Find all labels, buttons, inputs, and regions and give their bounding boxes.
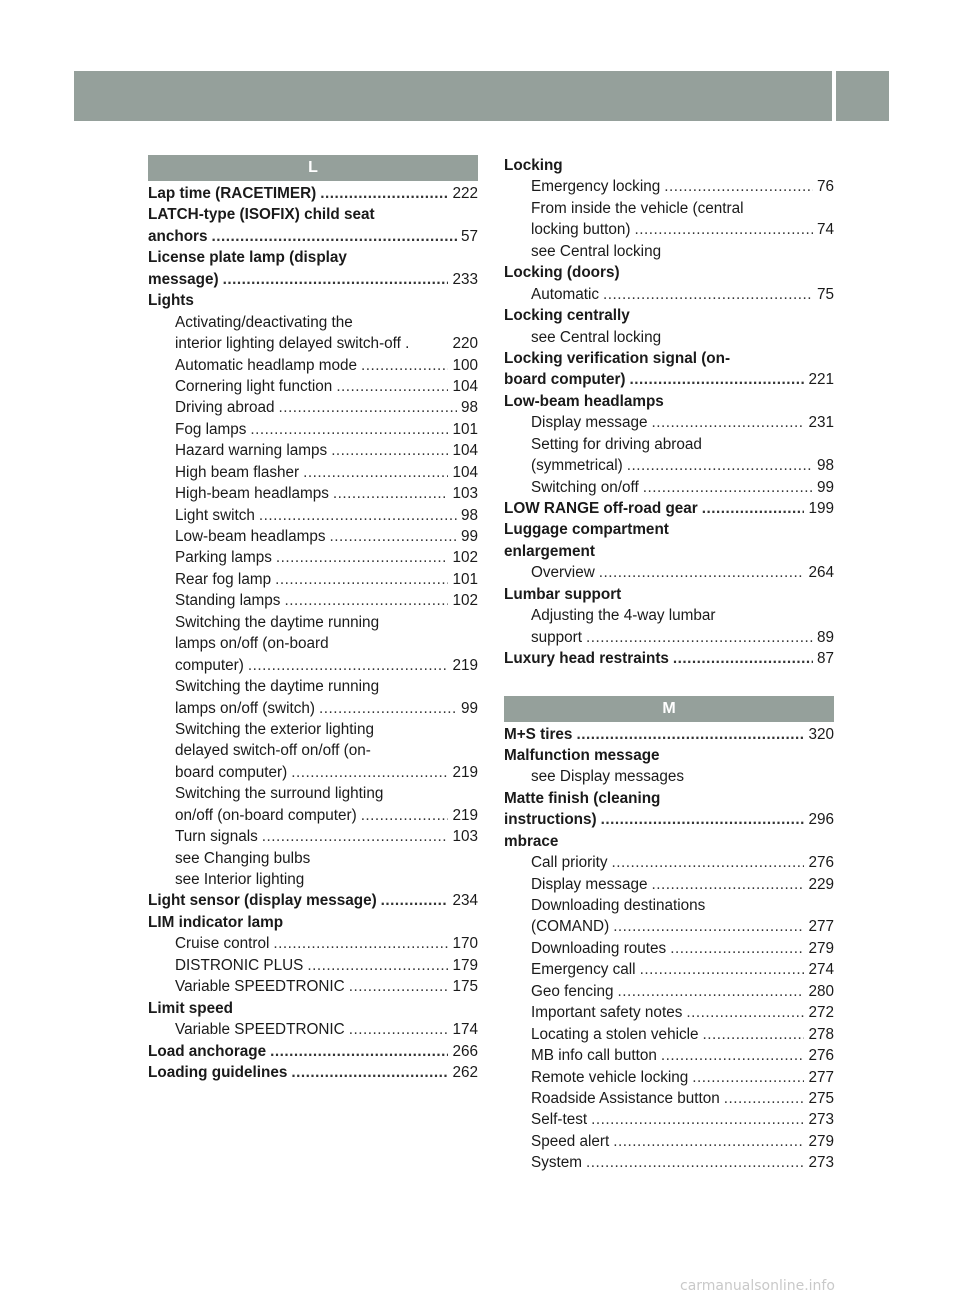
- index-subentry[interactable]: [148, 355, 478, 376]
- dot-leader: [586, 1152, 804, 1173]
- entry-text: board computer): [175, 763, 288, 781]
- entry-text: Loading guidelines: [148, 1063, 288, 1081]
- page-ref[interactable]: 296: [808, 811, 834, 829]
- index-subentry[interactable]: [504, 562, 834, 583]
- dot-leader: [331, 440, 448, 461]
- page-ref[interactable]: 199: [808, 500, 834, 517]
- dot-leader: [336, 376, 448, 397]
- entry-text: message): [148, 270, 219, 288]
- entry-text: Standing lamps: [175, 592, 281, 610]
- index-column-left: [148, 155, 478, 1083]
- dot-leader: [661, 1045, 805, 1066]
- index-subentry[interactable]: [148, 526, 478, 547]
- page-ref[interactable]: 219: [452, 763, 478, 781]
- page-ref[interactable]: 275: [808, 1089, 834, 1107]
- dot-leader: [601, 809, 805, 830]
- page-ref[interactable]: 99: [460, 699, 478, 717]
- page-ref[interactable]: 222: [452, 185, 478, 202]
- entry-text: Remote vehicle locking: [531, 1068, 689, 1086]
- page-ref[interactable]: 234: [452, 892, 478, 910]
- entry-text: Speed alert: [531, 1132, 610, 1150]
- index-subentry[interactable]: [148, 976, 478, 997]
- entry-text: Parking lamps: [175, 549, 272, 567]
- index-subentry: [504, 241, 834, 262]
- index-subentry[interactable]: [504, 852, 834, 873]
- entry-text: Activating/deactivating the: [175, 313, 353, 331]
- index-entry[interactable]: [148, 226, 478, 247]
- dot-leader: [361, 805, 449, 826]
- index-subentry[interactable]: [504, 981, 834, 1002]
- entry-text: High beam flasher: [175, 463, 300, 481]
- entry-text: Switching the daytime running: [175, 678, 380, 696]
- index-entry[interactable]: [148, 183, 478, 204]
- entry-text: lamps on/off (switch): [175, 699, 315, 717]
- dot-leader: [278, 397, 457, 418]
- page-ref[interactable]: 87: [816, 650, 834, 668]
- entry-text: Roadside Assistance button: [531, 1089, 720, 1107]
- index-column-right: [504, 155, 834, 1174]
- entry-text: High-beam headlamps: [175, 485, 329, 503]
- dot-leader: [586, 627, 813, 648]
- entry-text: Malfunction message: [504, 746, 660, 764]
- index-subentry[interactable]: [148, 397, 478, 418]
- entry-text: Locking (doors): [504, 264, 620, 282]
- page-ref[interactable]: 100: [452, 356, 478, 374]
- dot-leader: [223, 269, 449, 290]
- dot-leader: [330, 526, 457, 547]
- entry-text: Display message: [531, 414, 648, 432]
- index-entry: [504, 788, 834, 809]
- entry-text: Hazard warning lamps: [175, 442, 328, 460]
- index-entry[interactable]: [148, 269, 478, 290]
- page-ref[interactable]: 89: [816, 628, 834, 646]
- dot-leader: [613, 1131, 804, 1152]
- dot-leader: [576, 724, 804, 745]
- dot-leader: [651, 874, 804, 895]
- dot-leader: [612, 852, 805, 873]
- index-entry[interactable]: [504, 724, 834, 745]
- dot-leader: [702, 498, 805, 519]
- dot-leader: [248, 655, 449, 676]
- page-ref[interactable]: 262: [452, 1063, 478, 1081]
- entry-text: see Changing bulbs: [175, 849, 311, 867]
- index-subentry: [148, 719, 478, 740]
- index-subentry[interactable]: [504, 1088, 834, 1109]
- dot-leader: [381, 890, 449, 911]
- index-subentry[interactable]: [148, 376, 478, 397]
- index-subentry[interactable]: [504, 219, 834, 240]
- index-entry[interactable]: [148, 1041, 478, 1062]
- index-subentry[interactable]: [504, 455, 834, 476]
- page-ref[interactable]: 277: [808, 1068, 834, 1086]
- dot-leader: [703, 1024, 805, 1045]
- section-header: L: [148, 155, 478, 181]
- index-subentry[interactable]: [504, 412, 834, 433]
- dot-leader: [630, 369, 805, 390]
- index-subentry[interactable]: [148, 590, 478, 611]
- dot-leader: [250, 419, 448, 440]
- index-entry: [504, 584, 834, 605]
- page-ref[interactable]: 104: [452, 377, 478, 395]
- page-ref[interactable]: 104: [452, 442, 478, 460]
- index-entry[interactable]: [148, 1062, 478, 1083]
- entry-text: see Interior lighting: [175, 871, 305, 888]
- dot-leader: [643, 477, 813, 498]
- index-subentry: [504, 198, 834, 219]
- index-entry: [504, 391, 834, 412]
- index-entry: [504, 305, 834, 326]
- index-entry: [504, 831, 834, 852]
- page-ref[interactable]: 276: [808, 1047, 834, 1065]
- entry-text: LOW RANGE off-road gear: [504, 500, 698, 517]
- page-ref[interactable]: 98: [816, 457, 834, 475]
- dot-leader: [627, 455, 813, 476]
- page-ref[interactable]: 320: [808, 725, 834, 743]
- entry-text: Locking centrally: [504, 307, 630, 325]
- index-subentry[interactable]: [148, 569, 478, 590]
- dot-leader: [262, 826, 449, 847]
- index-entry: [148, 204, 478, 225]
- entry-text: Lumbar support: [504, 585, 622, 603]
- index-subentry[interactable]: [504, 1045, 834, 1066]
- dot-leader: [270, 1041, 448, 1062]
- index-subentry[interactable]: [504, 176, 834, 197]
- index-entry: [504, 745, 834, 766]
- entry-text: MB info call button: [531, 1047, 657, 1065]
- index-entry[interactable]: [148, 890, 478, 911]
- page-ref[interactable]: 104: [452, 463, 478, 481]
- index-subentry[interactable]: [504, 938, 834, 959]
- page-ref[interactable]: 101: [452, 420, 478, 438]
- dot-leader: [686, 1002, 804, 1023]
- dot-leader: [651, 412, 804, 433]
- entry-text: Setting for driving abroad: [531, 435, 702, 453]
- index-subentry[interactable]: [148, 762, 478, 783]
- entry-text: computer): [175, 656, 244, 674]
- page-ref[interactable]: 279: [808, 939, 834, 957]
- page-ref[interactable]: 219: [452, 656, 478, 674]
- index-subentry[interactable]: [504, 916, 834, 937]
- dot-leader: [640, 959, 805, 980]
- entry-text: M+S tires: [504, 725, 573, 743]
- page-ref[interactable]: 174: [452, 1021, 478, 1039]
- entry-text: Low-beam headlamps: [175, 528, 326, 545]
- entry-text: board computer): [504, 371, 626, 389]
- index-entry: [148, 998, 478, 1019]
- entry-text: DISTRONIC PLUS: [175, 956, 304, 974]
- dot-leader: [333, 483, 449, 504]
- section-header: M: [504, 696, 834, 722]
- index-entry: [504, 519, 834, 540]
- entry-text: Locking: [504, 157, 563, 174]
- dot-leader: [599, 562, 805, 583]
- index-entry: [504, 541, 834, 562]
- entry-text: support: [531, 628, 583, 646]
- entry-text: Driving abroad: [175, 399, 275, 417]
- index-subentry[interactable]: [504, 1067, 834, 1088]
- page-ref[interactable]: 103: [452, 828, 478, 846]
- dot-leader: [319, 698, 457, 719]
- page-ref[interactable]: 75: [816, 285, 834, 303]
- page-ref[interactable]: 279: [808, 1132, 834, 1150]
- index-subentry[interactable]: [148, 655, 478, 676]
- entry-text: LATCH-type (ISOFIX) child seat: [148, 206, 375, 224]
- page-ref[interactable]: 101: [452, 570, 478, 588]
- dot-leader: [613, 916, 804, 937]
- dot-leader: [284, 590, 448, 611]
- page-ref[interactable]: 220: [452, 335, 478, 353]
- page-ref[interactable]: 76: [816, 178, 834, 196]
- page-ref[interactable]: 231: [808, 414, 834, 432]
- entry-text: Important safety notes: [531, 1004, 683, 1022]
- dot-leader: [320, 183, 448, 204]
- dot-leader: [291, 762, 448, 783]
- index-subentry[interactable]: [148, 483, 478, 504]
- entry-text: see Central locking: [531, 328, 662, 346]
- index-entry[interactable]: [504, 809, 834, 830]
- entry-text: Luggage compartment: [504, 521, 669, 539]
- dot-leader: [673, 648, 813, 669]
- entry-text: Locking verification signal (on-: [504, 349, 731, 367]
- index-entry: [148, 290, 478, 311]
- index-subentry[interactable]: [148, 440, 478, 461]
- entry-text: Emergency locking: [531, 178, 661, 196]
- page-ref[interactable]: 272: [808, 1004, 834, 1022]
- dot-leader: [635, 219, 813, 240]
- entry-text: see Central locking: [531, 242, 662, 260]
- entry-text: License plate lamp (display: [148, 249, 347, 267]
- dot-leader: [349, 976, 449, 997]
- page-ref[interactable]: 264: [808, 564, 834, 582]
- entry-text: delayed switch-off on/off (on-: [175, 742, 371, 760]
- entry-text: Matte finish (cleaning: [504, 789, 661, 807]
- index-subentry[interactable]: [148, 698, 478, 719]
- index-subentry: [148, 848, 478, 869]
- entry-text: lamps on/off (on-board: [175, 635, 329, 653]
- dot-leader: [212, 226, 457, 247]
- index-entry[interactable]: [504, 369, 834, 390]
- page-ref[interactable]: 233: [452, 270, 478, 288]
- entry-text: interior lighting delayed switch-off .: [175, 335, 410, 353]
- index-subentry: [148, 869, 478, 890]
- page-ref[interactable]: 102: [452, 592, 478, 610]
- spacer: [504, 670, 834, 696]
- header-divider: [832, 71, 836, 121]
- entry-text: anchors: [148, 227, 208, 245]
- index-subentry[interactable]: [148, 505, 478, 526]
- dot-leader: [276, 547, 449, 568]
- dot-leader: [591, 1109, 804, 1130]
- dot-leader: [724, 1088, 805, 1109]
- index-title: Index: [764, 19, 820, 42]
- page-ref[interactable]: 274: [808, 961, 834, 979]
- entry-text: Lights: [148, 292, 194, 310]
- page-number: 11: [852, 21, 872, 41]
- entry-text: on/off (on-board computer): [175, 806, 357, 824]
- index-subentry[interactable]: [148, 547, 478, 568]
- page-ref[interactable]: 175: [452, 978, 478, 996]
- page-ref[interactable]: 74: [816, 221, 834, 239]
- index-subentry: [148, 740, 478, 761]
- dot-leader: [259, 505, 457, 526]
- index-subentry: [504, 327, 834, 348]
- index-subentry[interactable]: [504, 1152, 834, 1173]
- entry-text: Load anchorage: [148, 1042, 267, 1060]
- index-subentry[interactable]: [148, 419, 478, 440]
- entry-text: Switching on/off: [531, 478, 639, 496]
- dot-leader: [361, 355, 449, 376]
- page-ref[interactable]: 103: [452, 485, 478, 503]
- page-ref[interactable]: 57: [460, 227, 478, 245]
- index-subentry: [148, 612, 478, 633]
- entry-text: mbrace: [504, 832, 559, 850]
- page-ref[interactable]: 99: [816, 478, 834, 496]
- entry-text: Switching the surround lighting: [175, 785, 384, 803]
- index-subentry[interactable]: [148, 826, 478, 847]
- index-subentry[interactable]: [148, 462, 478, 483]
- index-subentry: [504, 766, 834, 787]
- page-ref[interactable]: 98: [460, 506, 478, 524]
- page-ref[interactable]: 273: [808, 1111, 834, 1129]
- entry-text: System: [531, 1154, 582, 1172]
- index-entry[interactable]: [504, 498, 834, 519]
- dot-leader: [349, 1019, 449, 1040]
- entry-text: (symmetrical): [531, 457, 623, 475]
- entry-text: Adjusting the 4-way lumbar: [531, 607, 716, 625]
- index-subentry[interactable]: [504, 1024, 834, 1045]
- page-ref[interactable]: 179: [452, 956, 478, 974]
- index-subentry[interactable]: [148, 933, 478, 954]
- page-ref[interactable]: 99: [460, 528, 478, 545]
- entry-text: Self-test: [531, 1111, 588, 1129]
- page-ref[interactable]: 277: [808, 918, 834, 936]
- entry-text: Automatic: [531, 285, 600, 303]
- index-subentry[interactable]: [148, 955, 478, 976]
- entry-text: Downloading routes: [531, 939, 667, 957]
- index-subentry[interactable]: [504, 874, 834, 895]
- index-subentry[interactable]: [504, 959, 834, 980]
- entry-text: Call priority: [531, 854, 608, 872]
- entry-text: LIM indicator lamp: [148, 913, 284, 931]
- index-subentry[interactable]: [504, 1002, 834, 1023]
- entry-text: Cruise control: [175, 935, 270, 953]
- index-entry: [504, 155, 834, 176]
- entry-text: Light sensor (display message): [148, 892, 377, 910]
- page-ref[interactable]: 221: [808, 371, 834, 389]
- header-bar: [74, 71, 889, 121]
- entry-text: Limit speed: [148, 999, 233, 1017]
- index-subentry: [148, 312, 478, 333]
- page-ref[interactable]: 273: [808, 1154, 834, 1172]
- entry-text: Cornering light function: [175, 377, 333, 395]
- entry-text: (COMAND): [531, 918, 610, 936]
- index-subentry[interactable]: [148, 1019, 478, 1040]
- index-entry: [148, 247, 478, 268]
- entry-text: Overview: [531, 564, 595, 582]
- dot-leader: [664, 176, 813, 197]
- page-ref[interactable]: 276: [808, 854, 834, 872]
- entry-text: Luxury head restraints: [504, 650, 669, 668]
- page-ref[interactable]: 219: [452, 806, 478, 824]
- page-ref[interactable]: 266: [452, 1042, 478, 1060]
- entry-text: Emergency call: [531, 961, 636, 979]
- page-ref[interactable]: 102: [452, 549, 478, 567]
- entry-text: Switching the daytime running: [175, 613, 380, 631]
- index-entry[interactable]: [504, 648, 834, 669]
- index-entry: [148, 912, 478, 933]
- entry-text: Rear fog lamp: [175, 570, 272, 588]
- index-subentry: [148, 783, 478, 804]
- entry-text: Variable SPEEDTRONIC: [175, 978, 345, 996]
- index-subentry: [504, 895, 834, 916]
- entry-text: Variable SPEEDTRONIC: [175, 1021, 345, 1039]
- index-subentry[interactable]: [504, 284, 834, 305]
- dot-leader: [275, 569, 448, 590]
- entry-text: Switching the exterior lighting: [175, 720, 374, 738]
- entry-text: see Display messages: [531, 768, 685, 786]
- entry-text: Display message: [531, 875, 648, 893]
- page-ref[interactable]: 278: [808, 1025, 834, 1043]
- index-subentry[interactable]: [148, 805, 478, 826]
- dot-leader: [303, 462, 448, 483]
- entry-text: Turn signals: [175, 828, 258, 846]
- index-subentry[interactable]: [504, 1131, 834, 1152]
- page-ref[interactable]: 229: [808, 875, 834, 893]
- entry-text: Lap time (RACETIMER): [148, 185, 317, 202]
- dot-leader: [273, 933, 448, 954]
- index-subentry: [504, 434, 834, 455]
- entry-text: Automatic headlamp mode: [175, 356, 357, 374]
- entry-text: Fog lamps: [175, 420, 247, 438]
- index-subentry: [148, 676, 478, 697]
- page-ref[interactable]: 170: [452, 935, 478, 953]
- index-subentry[interactable]: [504, 1109, 834, 1130]
- entry-text: instructions): [504, 811, 597, 829]
- index-subentry[interactable]: [504, 627, 834, 648]
- dot-leader: [291, 1062, 448, 1083]
- entry-text: Locating a stolen vehicle: [531, 1025, 699, 1043]
- entry-text: Low-beam headlamps: [504, 392, 664, 410]
- index-subentry[interactable]: [148, 333, 478, 354]
- entry-text: From inside the vehicle (central: [531, 199, 744, 217]
- entry-text: Geo fencing: [531, 982, 614, 1000]
- entry-text: enlargement: [504, 542, 595, 560]
- dot-leader: [618, 981, 805, 1002]
- index-entry: [504, 262, 834, 283]
- entry-text: locking button): [531, 221, 631, 239]
- watermark: carmanualsonline.info: [680, 1278, 835, 1294]
- entry-text: Downloading destinations: [531, 897, 706, 914]
- dot-leader: [603, 284, 813, 305]
- page-ref[interactable]: 98: [460, 399, 478, 417]
- page-ref[interactable]: 280: [808, 982, 834, 1000]
- dot-leader: [692, 1067, 804, 1088]
- entry-text: Light switch: [175, 506, 255, 524]
- index-subentry: [504, 605, 834, 626]
- dot-leader: [307, 955, 448, 976]
- index-subentry[interactable]: [504, 477, 834, 498]
- index-entry: [504, 348, 834, 369]
- index-subentry: [148, 633, 478, 654]
- dot-leader: [670, 938, 804, 959]
